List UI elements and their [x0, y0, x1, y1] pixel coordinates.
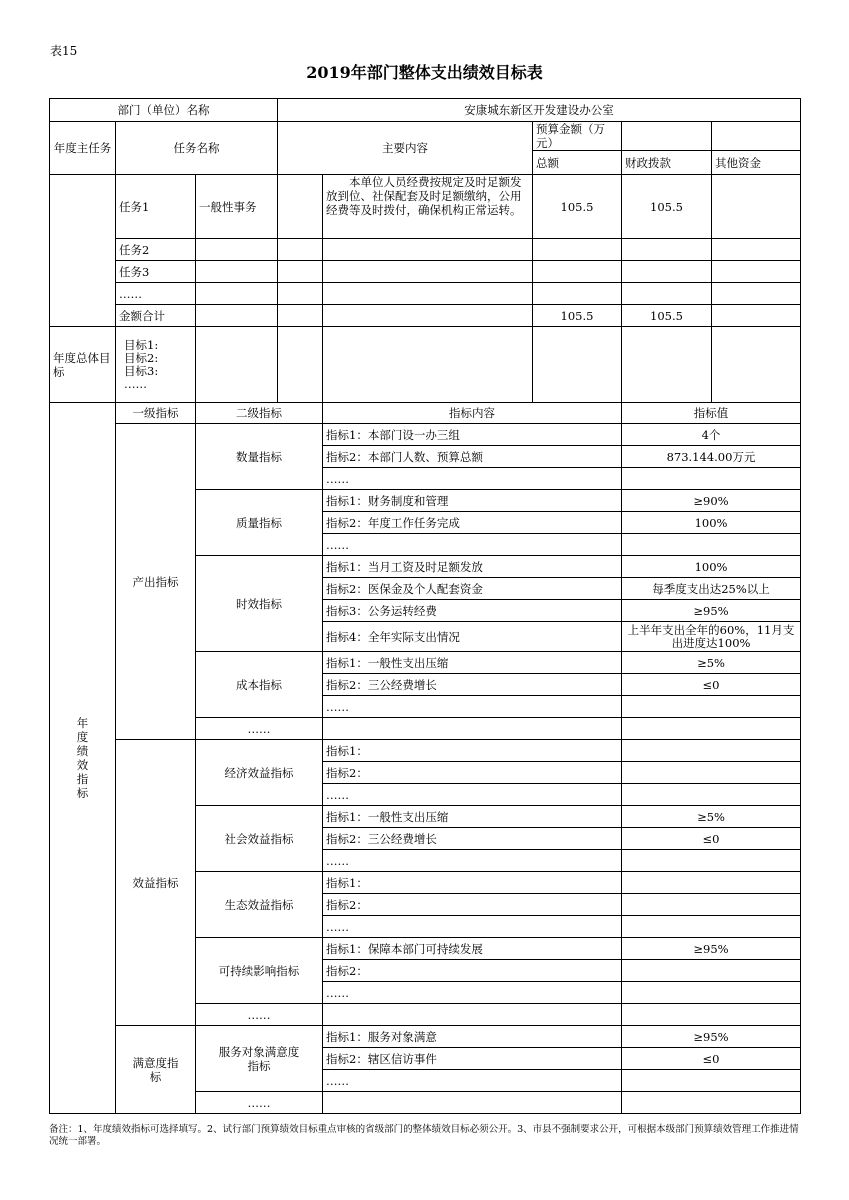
satisfaction-label: 满意度指标	[116, 1026, 196, 1114]
content-header: 指标内容	[323, 403, 622, 424]
indicator-value	[622, 784, 801, 806]
indicator-value	[622, 468, 801, 490]
task-content: 本单位人员经费按规定及时足额发放到位、社保配套及时足额缴纳，公用经费等及时拨付，确保机构正常运转。	[323, 175, 533, 239]
empty-cell	[278, 175, 323, 239]
indicator-value	[622, 960, 801, 982]
task-label: ……	[116, 283, 196, 305]
indicator-content: 指标2：三公经费增长	[323, 828, 622, 850]
indicator-value: ≤0	[622, 828, 801, 850]
task-total: 105.5	[533, 175, 622, 239]
indicator-value: 4个	[622, 424, 801, 446]
level2-header: 二级指标	[196, 403, 323, 424]
perf-label-cell	[50, 403, 116, 1114]
task-name: 一般性事务	[196, 175, 278, 239]
indicator-content: 指标1：本部门设一办三组	[323, 424, 622, 446]
cost-label: 成本指标	[196, 652, 323, 718]
indicator-content: 指标1：	[323, 872, 622, 894]
task-label: 任务1	[116, 175, 196, 239]
dept-value: 安康城东新区开发建设办公室	[278, 99, 801, 122]
task-other	[712, 175, 801, 239]
indicator-content: ……	[323, 850, 622, 872]
sum-label: 金额合计	[116, 305, 196, 327]
fiscal-header: 财政拨款	[622, 151, 712, 175]
sum-other	[712, 305, 801, 327]
economic-label: 经济效益指标	[196, 740, 323, 806]
overall-target: 目标3:	[124, 363, 159, 378]
indicator-value: ≤0	[622, 1048, 801, 1070]
indicator-content: ……	[323, 1070, 622, 1092]
indicator-value: 873.144.00万元	[622, 446, 801, 468]
benefit-more: ……	[196, 1004, 323, 1026]
sum-fiscal: 105.5	[622, 305, 712, 327]
indicator-content: 指标1：一般性支出压缩	[323, 806, 622, 828]
indicator-content: 指标3：公务运转经费	[323, 600, 622, 622]
overall-target: 目标2:	[124, 350, 159, 365]
indicator-value: ≥95%	[622, 600, 801, 622]
task-label: 任务3	[116, 261, 196, 283]
indicator-value	[622, 872, 801, 894]
indicator-content: 指标1：财务制度和管理	[323, 490, 622, 512]
empty-cell	[622, 122, 712, 151]
sum-total: 105.5	[533, 305, 622, 327]
budget-amount-header: 预算金额（万元）	[533, 122, 622, 151]
overall-target: ……	[124, 376, 147, 391]
social-label: 社会效益指标	[196, 806, 323, 872]
indicator-content: 指标2：医保金及个人配套资金	[323, 578, 622, 600]
performance-table	[49, 98, 801, 1114]
footnote: 备注：1、年度绩效指标可选择填写。2、试行部门预算绩效目标重点审核的省级部门的整体绩效目标必须公开。3、市县不强制要求公开，可根据本级部门预算绩效管理工作推进情况统一部署。	[49, 1124, 799, 1147]
main-task-cell	[50, 175, 116, 327]
indicator-content: 指标2：年度工作任务完成	[323, 512, 622, 534]
value-header: 指标值	[622, 403, 801, 424]
indicator-content: ……	[323, 784, 622, 806]
indicator-value	[622, 696, 801, 718]
other-funds-header: 其他资金	[712, 151, 801, 175]
indicator-content: 指标2：辖区信访事件	[323, 1048, 622, 1070]
indicator-value	[622, 1070, 801, 1092]
service-satisfaction-label: 服务对象满意度指标	[196, 1026, 323, 1092]
overall-goal-label: 年度总体目标	[50, 327, 116, 403]
indicator-value	[622, 916, 801, 938]
indicator-value: ≤0	[622, 674, 801, 696]
indicator-value	[622, 740, 801, 762]
quality-label: 质量指标	[196, 490, 323, 556]
benefit-label: 效益指标	[116, 740, 196, 1026]
indicator-value	[622, 982, 801, 1004]
indicator-content: 指标2：本部门人数、预算总额	[323, 446, 622, 468]
indicator-value: ≥95%	[622, 1026, 801, 1048]
indicator-value: 每季度支出达25%以上	[622, 578, 801, 600]
indicator-content: 指标1：	[323, 740, 622, 762]
sheet-label: 表15	[50, 44, 78, 58]
quantity-label: 数量指标	[196, 424, 323, 490]
overall-targets	[116, 327, 196, 403]
indicator-value	[622, 850, 801, 872]
empty-cell	[712, 122, 801, 151]
indicator-value	[622, 762, 801, 784]
indicator-content: ……	[323, 696, 622, 718]
sustainable-label: 可持续影响指标	[196, 938, 323, 1004]
task-fiscal: 105.5	[622, 175, 712, 239]
output-label: 产出指标	[116, 424, 196, 740]
indicator-content: 指标2：	[323, 762, 622, 784]
indicator-content: 指标1：一般性支出压缩	[323, 652, 622, 674]
total-header: 总额	[533, 151, 622, 175]
indicator-value: 100%	[622, 556, 801, 578]
task-label: 任务2	[116, 239, 196, 261]
main-content-header: 主要内容	[278, 122, 533, 175]
indicator-value: ≥5%	[622, 806, 801, 828]
indicator-content: ……	[323, 982, 622, 1004]
indicator-value	[622, 894, 801, 916]
output-more: ……	[196, 718, 323, 740]
perf-label: 年度绩效指标	[76, 716, 89, 800]
indicator-value: 上半年支出全年的60%，11月支出进度达100%	[622, 622, 801, 652]
indicator-content: 指标2：三公经费增长	[323, 674, 622, 696]
page-title: 2019年部门整体支出绩效目标表	[306, 63, 543, 82]
annual-main-task-header: 年度主任务	[50, 122, 116, 175]
indicator-value: ≥5%	[622, 652, 801, 674]
indicator-content: 指标1：当月工资及时足额发放	[323, 556, 622, 578]
dept-label: 部门（单位）名称	[50, 99, 278, 122]
indicator-content: ……	[323, 916, 622, 938]
indicator-content: ……	[323, 468, 622, 490]
indicator-content: ……	[323, 534, 622, 556]
indicator-value: ≥95%	[622, 938, 801, 960]
indicator-content: 指标2：	[323, 894, 622, 916]
timeliness-label: 时效指标	[196, 556, 323, 652]
overall-target: 目标1:	[124, 337, 159, 352]
indicator-content: 指标1：服务对象满意	[323, 1026, 622, 1048]
indicator-content: 指标1：保障本部门可持续发展	[323, 938, 622, 960]
indicator-value: ≥90%	[622, 490, 801, 512]
indicator-value: 100%	[622, 512, 801, 534]
task-name-header: 任务名称	[116, 122, 278, 175]
indicator-content: 指标4：全年实际支出情况	[323, 622, 622, 652]
ecological-label: 生态效益指标	[196, 872, 323, 938]
satisfaction-more: ……	[196, 1092, 323, 1114]
indicator-content: 指标2：	[323, 960, 622, 982]
level1-header: 一级指标	[116, 403, 196, 424]
indicator-value	[622, 534, 801, 556]
